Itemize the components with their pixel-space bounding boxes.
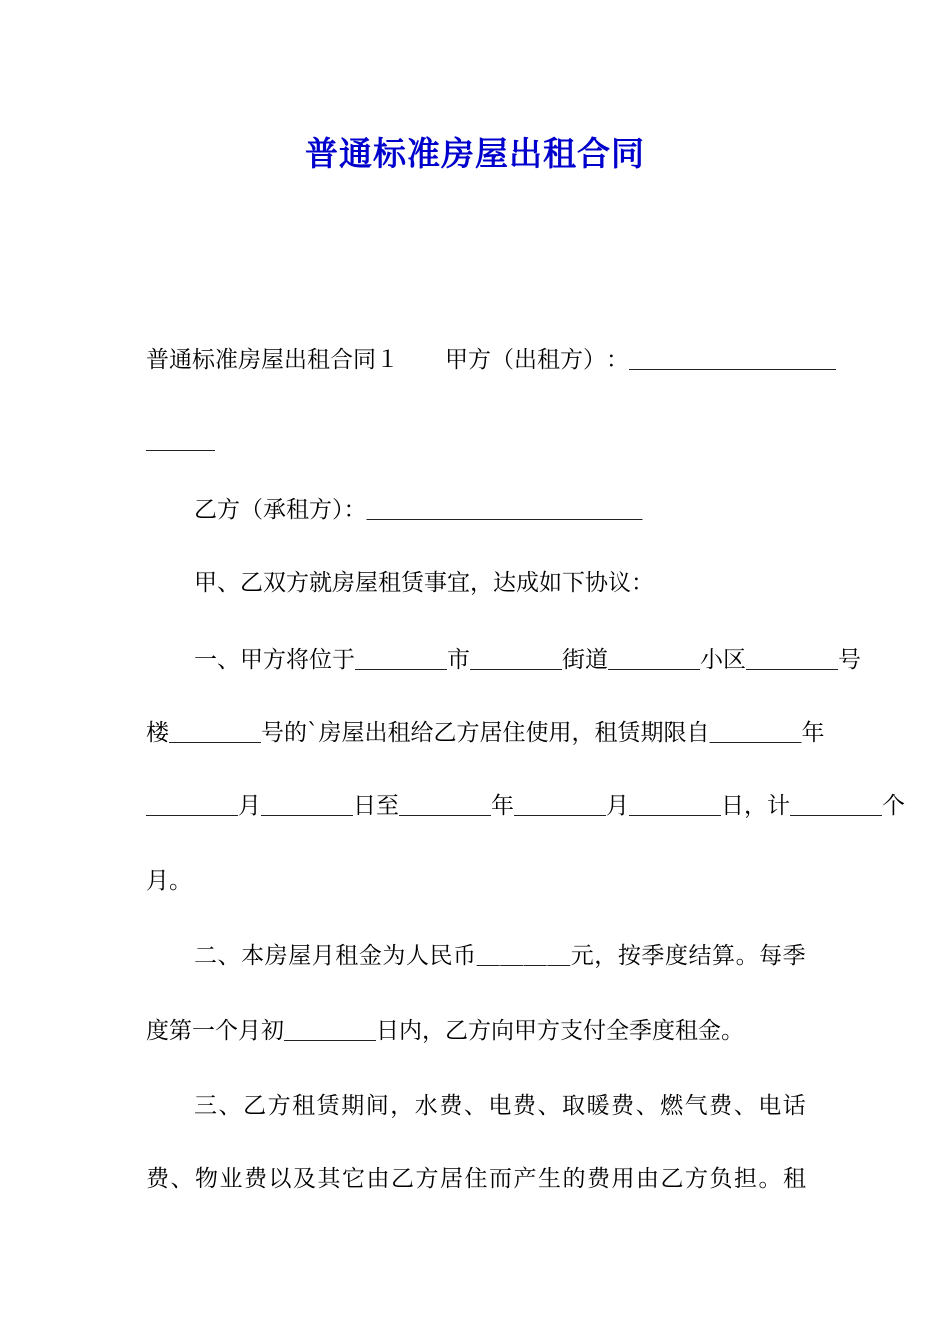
document-title: 普通标准房屋出租合同 (305, 134, 645, 173)
party-a-blank-continuation: ＿＿＿ (146, 428, 215, 454)
clause-1-line-1: 一 、 甲 方 将 位 于 ＿ ＿ ＿ ＿ 市 ＿ ＿ ＿ ＿ 街 道 ＿ ＿ ＿ ＿ 小 区 ＿ ＿ ＿ ＿ 号 (194, 647, 861, 673)
party-b-line: 乙方（承租方）：＿＿＿＿＿＿＿＿＿＿＿＿ (194, 497, 643, 523)
clause-1-line-3: ＿ ＿ ＿ ＿ 月 ＿ ＿ ＿ ＿ 日 至 ＿ ＿ ＿ ＿ 年 ＿ ＿ ＿ ＿ 月 ＿ ＿ ＿ ＿ 日 ， 计 ＿ ＿ ＿ ＿ 个 (146, 793, 905, 819)
clause-3-line-1: 三 、 乙 方 租 赁 期 间 ， 水 费 、 电 费 、 取 暖 费 、 燃 气 费 、 电 话 (194, 1093, 806, 1119)
clause-2-line-1: 二 、 本 房 屋 月 租 金 为 人 民 币 ＿ ＿ ＿ ＿ 元 ， 按 季 度 结 算 。 每 季 (194, 943, 806, 969)
clause-1-line-4: 月。 (146, 868, 192, 894)
agreement-intro: 甲、乙双方就房屋租赁事宜，达成如下协议： (194, 570, 654, 596)
clause-2-line-2: 度第一个月初＿＿＿＿日内，乙方向甲方支付全季度租金。 (146, 1018, 744, 1044)
contract-heading-party-a: 普 通 标 准 房 屋 出 租 合 同 １ 甲 方 （ 出 租 方 ） ： ＿ ＿ ＿ ＿ ＿ ＿ ＿ ＿ ＿ (146, 347, 836, 373)
clause-1-line-2: 楼 ＿ ＿ ＿ ＿ 号 的 ` 房 屋 出 租 给 乙 方 居 住 使 用 ， 租 赁 期 限 自 ＿ ＿ ＿ ＿ 年 (146, 720, 825, 746)
clause-3-line-2: 费 、 物 业 费 以 及 其 它 由 乙 方 居 住 而 产 生 的 费 用 由 乙 方 负 担 。 租 (146, 1166, 806, 1192)
